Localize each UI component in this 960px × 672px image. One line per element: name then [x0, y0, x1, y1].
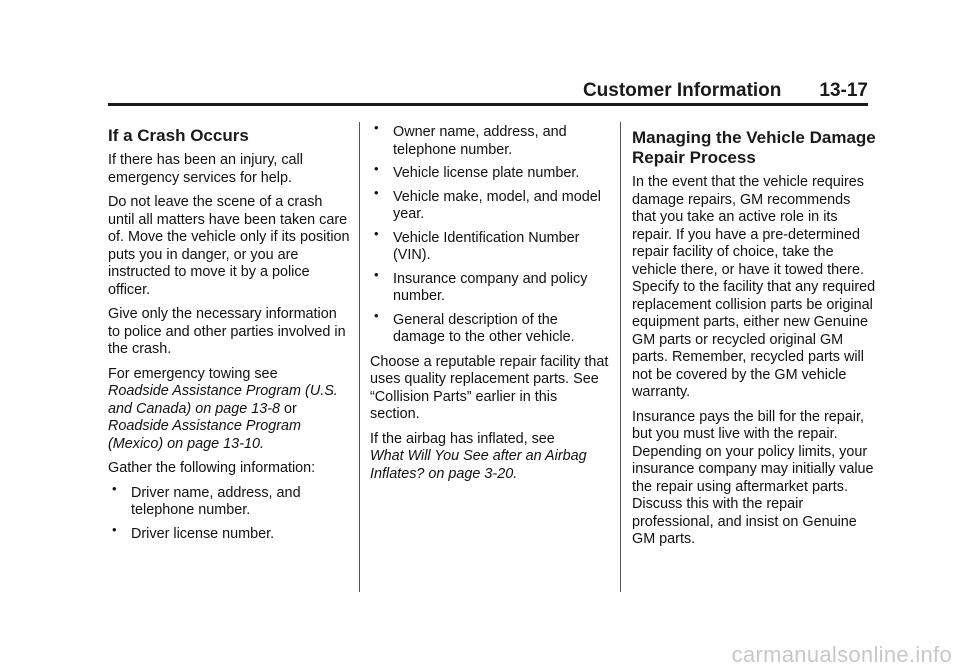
bullet-list: [370, 120, 610, 347]
list-item-text: Vehicle Identification Number (VIN).: [393, 229, 580, 263]
list-item: [108, 480, 350, 520]
list-item-text: Vehicle make, model, and model year.: [393, 188, 601, 222]
page-header: [583, 80, 868, 102]
column-divider-2: [620, 122, 621, 592]
column-3: [632, 128, 877, 556]
paragraph: Choose a reputable repair facility that uses quality replacement parts. See “Collision Parts” earlier in this section.: [370, 353, 609, 422]
bullet-icon: •: [374, 184, 379, 200]
paragraph: Do not leave the scene of a crash until all matters have been taken care of. Move the vehicle only if its position puts you in danger, or you are instructed to move it by a police officer.: [108, 194, 350, 298]
list-item-text: Driver license number.: [131, 525, 275, 542]
column-1: [108, 126, 350, 550]
list-item-text: General description of the damage to the other vehicle.: [393, 311, 575, 345]
text: or: [280, 400, 297, 417]
bullet-icon: •: [112, 521, 117, 537]
paragraph: In the event that the vehicle requires damage repairs, GM recommends that you take an active role in its repair. If you have a pre-determined repair facility of choice, take the vehicle there, or have it towed there. Specify to the facility that any required replacement collision parts be original equipment parts, either new Genuine GM parts or recycled original GM parts. Remember, recycled parts will not be covered by the GM vehicle warranty.: [632, 174, 876, 400]
bullet-icon: •: [374, 161, 379, 176]
bullet-icon: •: [112, 480, 117, 496]
paragraph: If there has been an injury, call emergency services for help.: [108, 152, 303, 186]
list-item: [370, 120, 610, 159]
list-item: [370, 266, 610, 306]
bullet-list: [108, 480, 350, 544]
list-item: [370, 225, 610, 265]
paragraph-airbag: [370, 431, 610, 484]
cross-reference-link[interactable]: Roadside Assistance Program (Mexico) on page 13-10.: [108, 418, 302, 452]
list-item-text: Vehicle license plate number.: [393, 165, 580, 181]
page-number: 13-17: [819, 80, 868, 101]
bullet-icon: •: [374, 307, 379, 323]
bullet-icon: •: [374, 225, 379, 241]
text: For emergency towing see: [108, 365, 278, 382]
paragraph-towing: [108, 366, 350, 454]
list-item-text: Driver name, address, and telephone number.: [131, 484, 301, 518]
header-rule: [108, 103, 868, 106]
paragraph: Insurance pays the bill for the repair, but you must live with the repair. Depending on your policy limits, your insurance company may initially value the repair using aftermarket parts. Discuss this with the repair professional, and insist on Genuine GM parts.: [632, 408, 874, 547]
watermark: carmanualsonline.info: [731, 642, 952, 667]
paragraph: Gather the following information:: [108, 460, 316, 476]
section-heading-crash: If a Crash Occurs: [108, 126, 249, 145]
section-heading-repair: Managing the Vehicle Damage Repair Process: [632, 128, 876, 167]
paragraph: Give only the necessary information to police and other parties involved in the crash.: [108, 306, 346, 357]
column-2: [370, 120, 610, 490]
bullet-icon: •: [374, 120, 379, 135]
section-title: Customer Information: [582, 80, 782, 101]
list-item: [370, 161, 610, 183]
cross-reference-link[interactable]: What Will You See after an Airbag Inflates? on page 3-20.: [370, 448, 587, 482]
list-item-text: Insurance company and policy number.: [393, 270, 588, 304]
column-divider-1: [359, 122, 360, 592]
cross-reference-link[interactable]: Roadside Assistance Program (U.S. and Canada) on page 13-8: [108, 383, 338, 417]
bullet-icon: •: [374, 266, 379, 282]
list-item: [108, 521, 350, 544]
list-item: [370, 307, 610, 347]
list-item: [370, 184, 610, 224]
list-item-text: Owner name, address, and telephone number.: [393, 124, 567, 158]
text: If the airbag has inflated, see: [370, 430, 555, 447]
